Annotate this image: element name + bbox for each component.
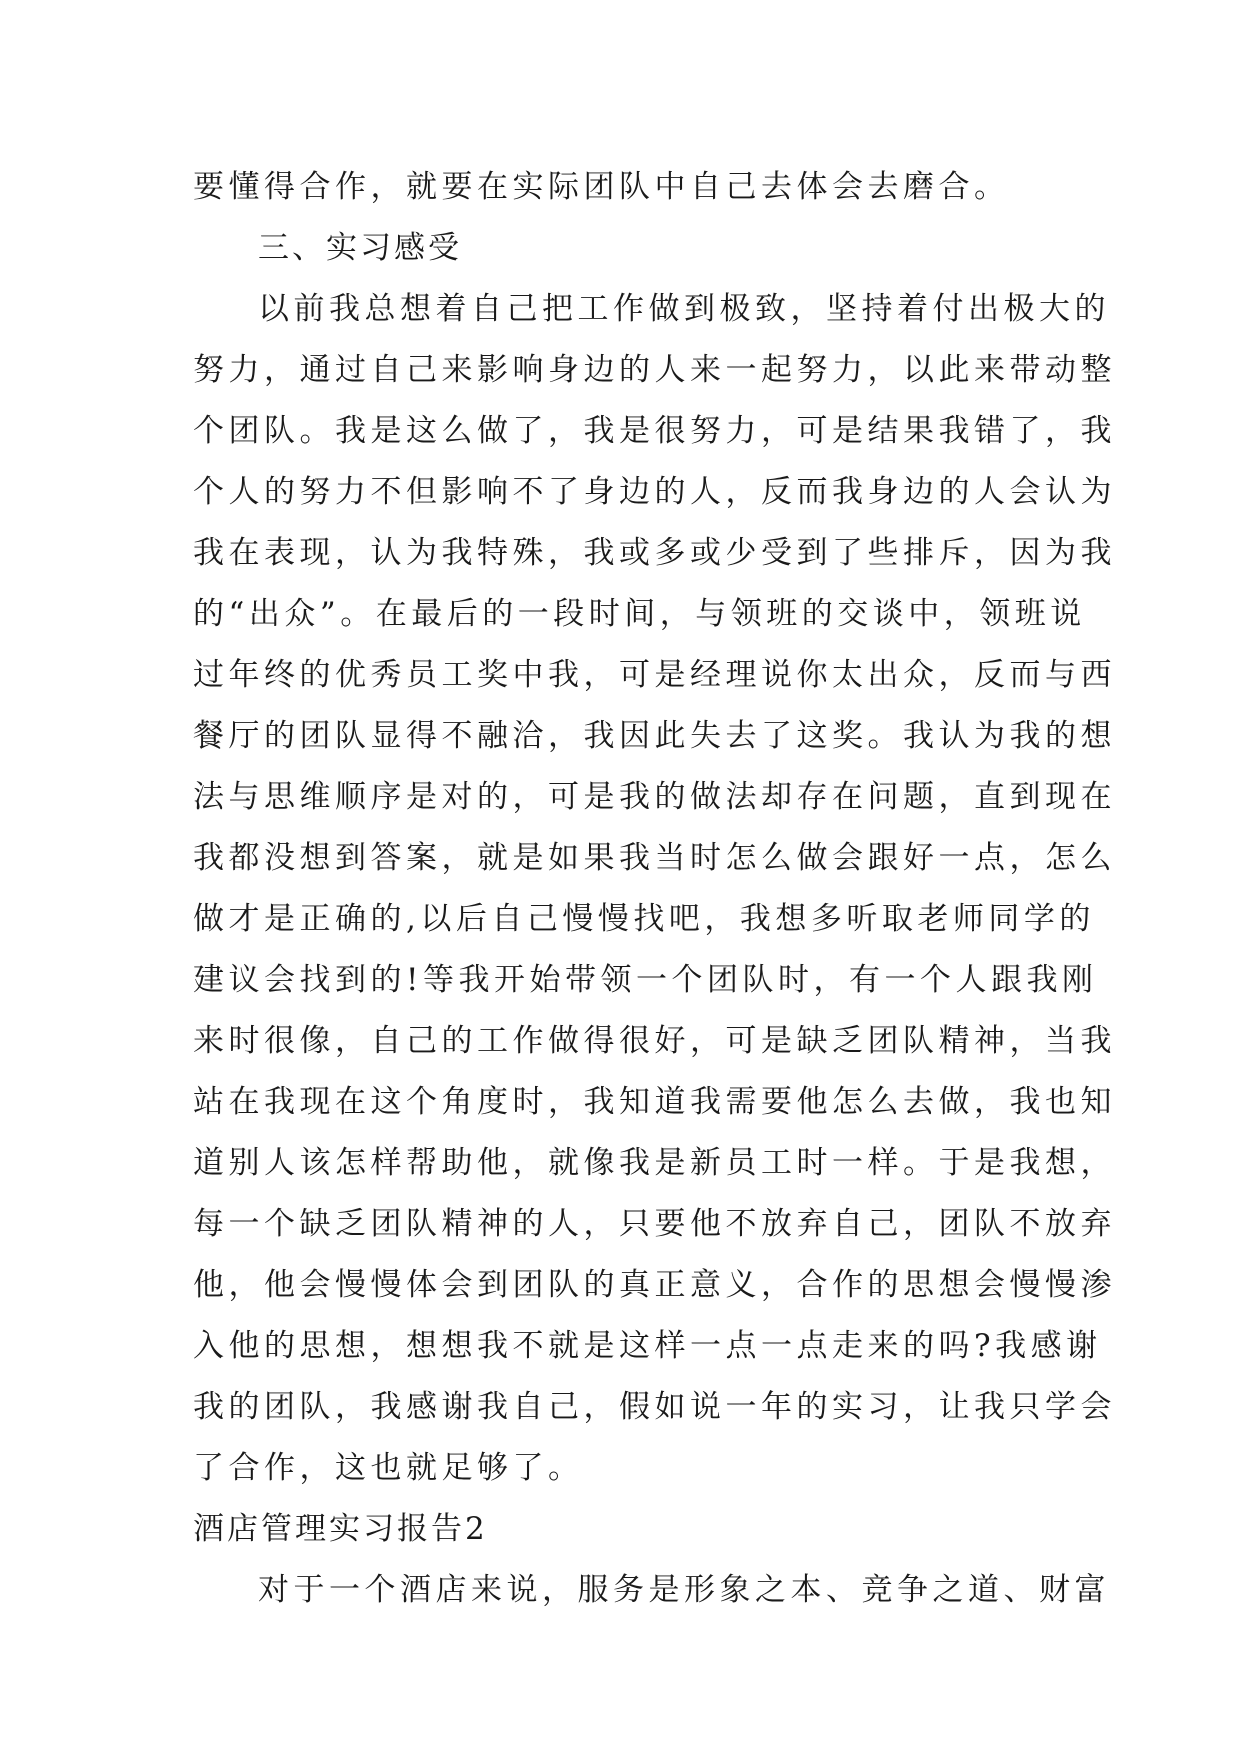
paragraph-line: 我的团队，我感谢我自己，假如说一年的实习，让我只学会 [193, 1389, 1116, 1425]
paragraph-line: 每一个缺乏团队精神的人，只要他不放弃自己，团队不放弃 [193, 1206, 1116, 1242]
section-heading: 三、实习感受 [258, 230, 462, 266]
paragraph-line: 要懂得合作，就要在实际团队中自己去体会去磨合。 [193, 169, 1010, 205]
paragraph-line: 过年终的优秀员工奖中我，可是经理说你太出众，反而与西 [193, 657, 1116, 693]
paragraph-line: 道别人该怎样帮助他，就像我是新员工时一样。于是我想， [193, 1145, 1116, 1181]
paragraph-line: 做才是正确的,以后自己慢慢找吧，我想多听取老师同学的 [193, 901, 1095, 937]
paragraph-line: 对于一个酒店来说，服务是形象之本、竞争之道、财富 [258, 1572, 1110, 1608]
paragraph-line: 建议会找到的!等我开始带领一个团队时，有一个人跟我刚 [193, 962, 1098, 998]
paragraph-line: 法与思维顺序是对的，可是我的做法却存在问题，直到现在 [193, 779, 1116, 815]
paragraph-line: 餐厅的团队显得不融洽，我因此失去了这奖。我认为我的想 [193, 718, 1116, 754]
document-title: 酒店管理实习报告2 [193, 1511, 488, 1547]
paragraph-line: 个人的努力不但影响不了身边的人，反而我身边的人会认为 [193, 474, 1116, 510]
paragraph-line: 我都没想到答案，就是如果我当时怎么做会跟好一点，怎么 [193, 840, 1116, 876]
paragraph-line: 以前我总想着自己把工作做到极致，坚持着付出极大的 [258, 291, 1110, 327]
paragraph-line: 的“出众”。在最后的一段时间，与领班的交谈中，领班说 [193, 596, 1086, 632]
paragraph-line: 努力，通过自己来影响身边的人来一起努力，以此来带动整 [193, 352, 1116, 388]
paragraph-line: 站在我现在这个角度时，我知道我需要他怎么去做，我也知 [193, 1084, 1116, 1120]
paragraph-line: 他，他会慢慢体会到团队的真正意义，合作的思想会慢慢渗 [193, 1267, 1116, 1303]
paragraph-line: 我在表现，认为我特殊，我或多或少受到了些排斥，因为我 [193, 535, 1116, 571]
paragraph-line: 入他的思想，想想我不就是这样一点一点走来的吗?我感谢 [193, 1328, 1102, 1364]
paragraph-line: 来时很像，自己的工作做得很好，可是缺乏团队精神，当我 [193, 1023, 1116, 1059]
paragraph-line: 了合作，这也就足够了。 [193, 1450, 584, 1486]
paragraph-line: 个团队。我是这么做了，我是很努力，可是结果我错了，我 [193, 413, 1116, 449]
